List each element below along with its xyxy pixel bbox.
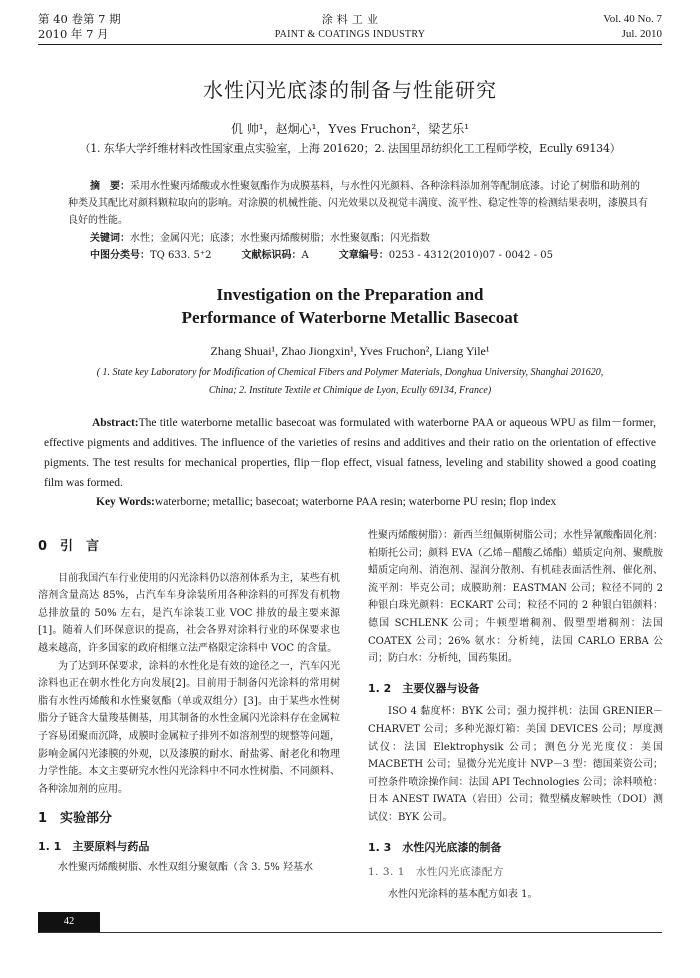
materials-paragraph-cont: 性聚丙烯酸树脂）：新西兰纽佩斯树脂公司；水性异氰酸酯固化剂：柏斯托公司；颜料 EVA（乙烯－醋酸乙烯酯）蜡质定向剂、聚酰胺蜡质定向剂、消泡剂、湿润分散剂、有机硅表面活性剂、催化剂、流平剂：毕克公司；成膜助剂：EASTMAN 公司；粒径不同的 2 种银白珠光颜料：ECKART 公司；粒径不同的 2 种银白铝颜料：德国 SCHLENK 公司；牛顿型增稠剂、假塑型增稠剂：法国 COATEX 公司；26% 氨水：分析纯，法国 CARLO ERBA 公司；防白水：分析纯，国药集团。 [368, 530, 663, 665]
keywords-en [96, 492, 656, 512]
header-date-cn: 2010 年 7 月 [38, 27, 109, 41]
classification-line [90, 247, 650, 264]
journal-name-en: PAINT & COATINGS INDUSTRY [274, 29, 426, 40]
abstract-cn [68, 178, 648, 229]
running-header [38, 10, 662, 45]
cls-label: 中图分类号： [90, 250, 150, 261]
title-en [0, 283, 700, 329]
abstract-en [44, 413, 656, 493]
section-0-heading: 0 引 言 [38, 539, 100, 554]
authors-cn: 仉 帅¹，赵炯心¹，Yves Fruchon²，梁艺乐¹ [230, 122, 470, 136]
affiliation-cn: （1. 东华大学纤维材料改性国家重点实验室，上海 201620；2. 法国里昂纺织化工工程师学校，Ecully 69134） [79, 142, 621, 155]
article-no-label: 文章编号： [338, 250, 389, 261]
header-volume-en: Vol. 40 No. 7 [603, 13, 662, 25]
right-column [368, 527, 663, 903]
formula-paragraph: 水性闪光涂料的基本配方如表 1。 [388, 888, 538, 900]
section-1-3-heading: 1. 3 水性闪光底漆的制备 [368, 840, 502, 854]
equipment-paragraph: ISO 4 黏度杯：BYK 公司；强力搅拌机：法国 GRENIER－CHARVET 公司；多种光源灯箱：美国 DEVICES 公司；厚度测试仪：法国 Elektrophysik 公司；测色分光光度仪：美国 MACBETH 公司；显微分光光度计 NVP－3 型：德国莱资公司；可控条件喷涂操作间：法国 API Technologies 公司；涂料喷枪：日本 ANEST IWATA（岩田）公司；微型橘皮解映性（DOI）测试仪：BYK 公司。 [368, 706, 663, 823]
journal-name-cn: 涂 料 工 业 [321, 13, 379, 26]
doc-code-value: A [301, 250, 309, 261]
header-center [38, 12, 662, 42]
doc-code-label: 文献标识码： [241, 250, 302, 261]
section-1-1-heading: 1. 1 主要原料与药品 [38, 839, 150, 853]
section-1-3-1-heading: 1. 3. 1 水性闪光底漆配方 [368, 866, 504, 879]
title-cn: 水性闪光底漆的制备与性能研究 [203, 78, 497, 102]
intro-paragraph-1: 目前我国汽车行业使用的闪光涂料仍以溶剂体系为主，某些有机溶剂含量高达 85%，占汽车车身涂装所用各种涂料的可挥发有机物总排放量的 50% 左右，是汽车涂装工业 VOC 排放的最主要来源[1]。随着人们环保意识的提高，社会各界对涂料行业的环保要求也越来越高，许多国家的政府相继立法严格限定涂料中 VOC 的含量。 [38, 572, 340, 654]
article-no-value: 0253 - 4312(2010)07 - 0042 - 05 [388, 250, 553, 261]
section-1-heading: 1 实验部分 [38, 811, 113, 827]
keywords-cn-label: 关键词： [90, 233, 130, 244]
intro-paragraph-2: 为了达到环保要求，涂料的水性化是有效的途径之一，汽车闪光涂料也正在朝水性化方向发展[2]。目前用于制备闪光涂料的常用树脂有水性丙烯酸和水性聚氨酯（单或双组分）[3]。由于某些水性树脂分子链含大量羧基侧基，用其制备的水性金属闪光涂料存在金属粒子容易团聚而沉降，成膜时金属粒子排列不如溶剂型的规整等问题，影响金属闪光漆膜的外观，以及漆膜的耐水、耐盐雾、耐老化和物理力学性能。本文主要研究水性闪光涂料中不同水性树脂、不同颜料、各种涂加剂的应用。 [38, 660, 340, 795]
materials-paragraph-start: 水性聚丙烯酸树脂、水性双组分聚氨酯（含 3. 5% 羟基水 [58, 861, 313, 873]
abstract-en-label: Abstract: [92, 417, 139, 429]
keywords-en-text: waterborne; metallic; basecoat; waterborne PAA resin; waterborne PU resin; flop index [154, 496, 557, 508]
left-column [38, 530, 340, 876]
cls-value: TQ 633. 5⁺2 [150, 250, 212, 261]
title-en-line1: Investigation on the Preparation and [216, 285, 484, 304]
abstract-en-text: The title waterborne metallic basecoat was formulated with waterborne PAA or aqueous WPU as film－former, effective pigments and additives. The influence of the varieties of resins and additives and their ratio on the orientation of effective pigments. The test results for mechanical properties, flip－flop effect, visual fatness, leveling and stability showed a good coating film was formed. [44, 417, 656, 489]
affiliation-en: ( 1. State key Laboratory for Modification of Chemical Fibers and Polymer Materials, Donghua University, Shanghai 201620, China; 2. Institute Textile et Chimique de Lyon, Ecully 69134, France) [96, 367, 604, 396]
abstract-cn-label: 摘 要： [90, 181, 130, 192]
footer-rule [38, 932, 662, 933]
section-1-2-heading: 1. 2 主要仪器与设备 [368, 681, 480, 695]
header-right [603, 12, 662, 42]
title-en-line2: Performance of Waterborne Metallic Basecoat [181, 308, 519, 327]
keywords-cn [90, 230, 650, 247]
keywords-cn-text: 水性；金属闪光；底漆；水性聚丙烯酸树脂；水性聚氨酯；闪光指数 [130, 233, 430, 244]
authors-en: Zhang Shuai¹, Zhao Jiongxin¹, Yves Fruchon², Liang Yile¹ [210, 344, 490, 358]
abstract-cn-text: 采用水性聚丙烯酸或水性聚氨酯作为成膜基料，与水性闪光颜料、各种涂料添加剂等配制底漆。讨论了树脂和助剂的种类及其配比对颜料颗粒取向的影响。对涂膜的机械性能、闪光效果以及视觉丰满度、流平性、稳定性等的检测结果表明，漆膜具有良好的性能。 [68, 181, 648, 226]
header-volume-cn: 第 40 卷第 7 期 [38, 12, 121, 26]
header-date-en: Jul. 2010 [621, 28, 662, 40]
page-number: 42 [38, 912, 100, 932]
keywords-en-label: Key Words: [96, 496, 155, 508]
